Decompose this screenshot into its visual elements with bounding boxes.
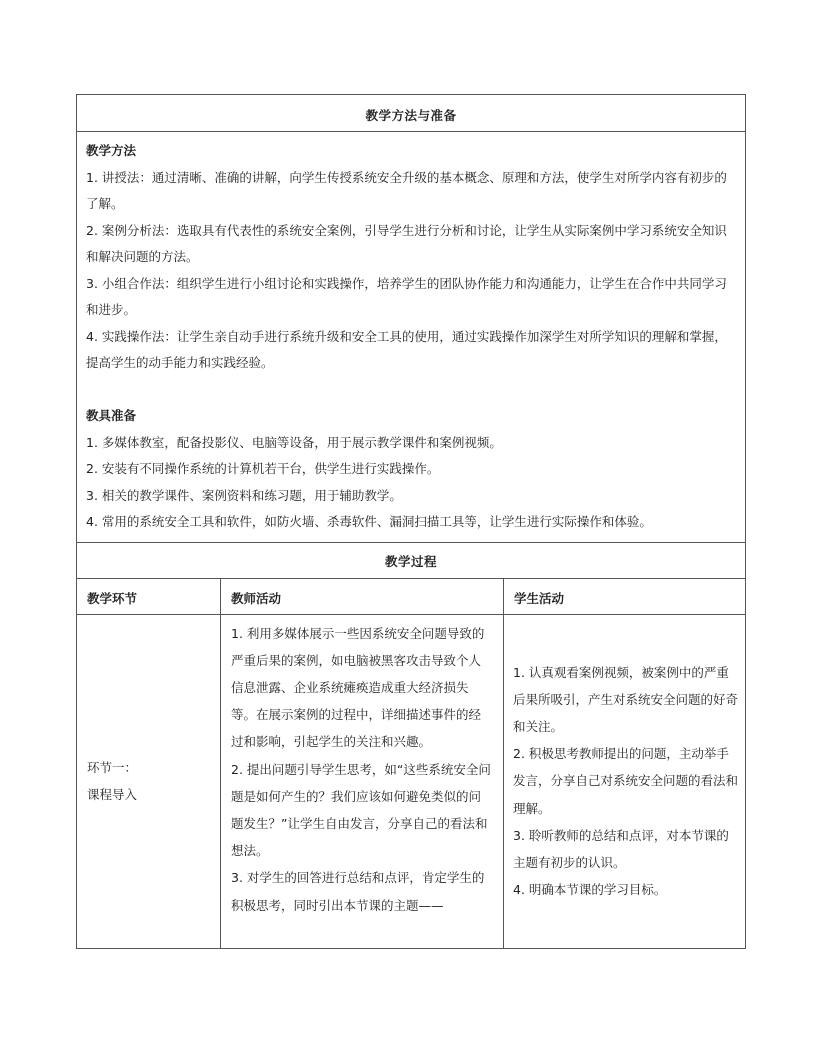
student-activity-cell: [504, 614, 746, 948]
student-activity-item: 4. 明确本节课的学习目标。: [513, 882, 667, 898]
equipment-item: 2. 安装有不同操作系统的计算机若干台，供学生进行实践操作。: [86, 461, 440, 476]
methods-cell: [77, 132, 746, 543]
method-item: 3. 小组合作法：组织学生进行小组讨论和实践操作，培养学生的团队协作能力和沟通能力，让学生在合作中共同学习和进步。: [86, 275, 727, 317]
student-activity-item: 2. 积极思考教师提出的问题，主动举手发言，分享自己对系统安全问题的看法和理解。: [513, 746, 739, 816]
methods-heading: 教学方法: [86, 143, 137, 158]
section-title-cell: [77, 95, 746, 132]
header-teacher: 教师活动: [221, 578, 504, 614]
method-item: 2. 案例分析法：选取具有代表性的系统安全案例，引导学生进行分析和讨论，让学生从实际案例中学习系统安全知识和解决问题的方法。: [86, 222, 727, 264]
stage-name: 课程导入: [87, 787, 138, 802]
header-student: 学生活动: [504, 578, 746, 614]
stage-label: 环节一：: [87, 759, 138, 775]
header-stage: 教学环节: [77, 578, 221, 614]
section-title-cell: [77, 542, 746, 578]
student-activity-item: 1. 认真观看案例视频，被案例中的严重后果所吸引，产生对系统安全问题的好奇和关注。: [513, 664, 739, 734]
student-activity-item: 3. 聆听教师的总结和点评，对本节课的主题有初步的认识。: [513, 827, 729, 870]
document-page: [76, 94, 745, 949]
teacher-activity-cell: [221, 614, 504, 948]
equipment-item: 3. 相关的教学课件、案例资料和练习题，用于辅助教学。: [86, 487, 402, 503]
teacher-activity-item: 2. 提出问题引导学生思考，如“这些系统安全问题是如何产生的？我们应该如何避免类似的问题发生？”让学生自由发言，分享自己的看法和想法。: [231, 761, 491, 859]
equipment-item: 4. 常用的系统安全工具和软件，如防火墙、杀毒软件、漏洞扫描工具等，让学生进行实际操作和体验。: [86, 514, 652, 529]
method-item: 1. 讲授法：通过清晰、准确的讲解，向学生传授系统安全升级的基本概念、原理和方法，使学生对所学内容有初步的了解。: [86, 169, 727, 211]
equipment-heading: 教具准备: [86, 408, 137, 423]
stage-cell: [77, 614, 221, 948]
teacher-activity-item: 3. 对学生的回答进行总结和点评，肯定学生的积极思考，同时引出本节课的主题——: [231, 870, 485, 913]
method-item: 4. 实践操作法：让学生亲自动手进行系统升级和安全工具的使用，通过实践操作加深学生对所学知识的理解和掌握，提高学生的动手能力和实践经验。: [86, 328, 727, 370]
teacher-activity-item: 1. 利用多媒体展示一些因系统安全问题导致的严重后果的案例，如电脑被黑客攻击导致个人信息泄露、企业系统瘫痪造成重大经济损失等。在展示案例的过程中，详细描述事件的经过和影响，引起学生的关注和兴趣。: [231, 625, 485, 750]
equipment-item: 1. 多媒体教室，配备投影仪、电脑等设备，用于展示教学课件和案例视频。: [86, 434, 502, 450]
section-title-process: 教学过程: [384, 553, 437, 569]
section-title-methods: 教学方法与准备: [365, 108, 457, 123]
lesson-plan-table: [76, 94, 746, 949]
